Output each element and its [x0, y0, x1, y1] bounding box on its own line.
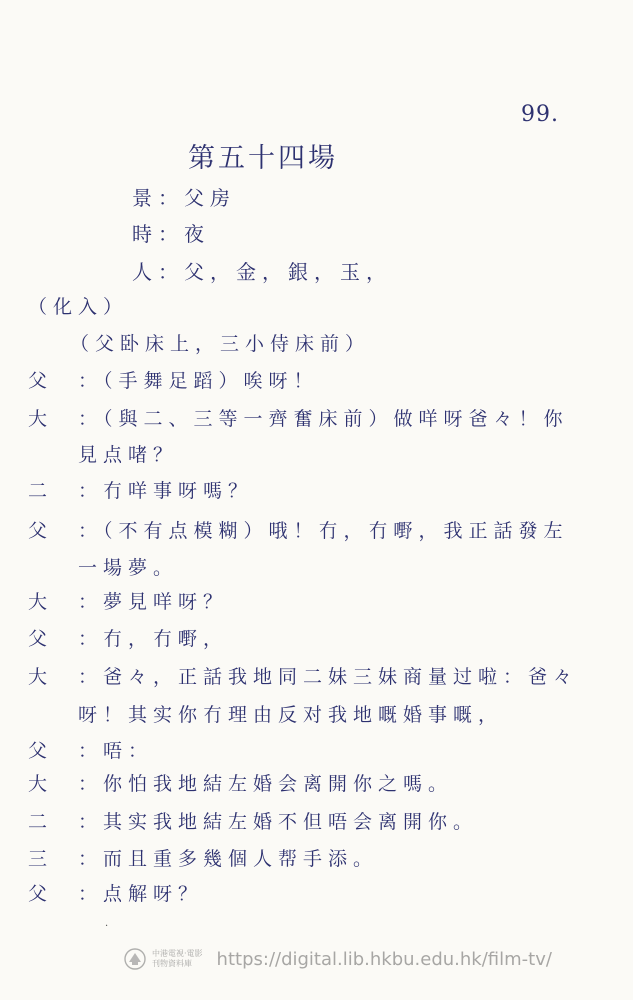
script-line [28, 807, 478, 834]
watermark-url: https://digital.lib.hkbu.edu.hk/film-tv/ [216, 948, 552, 970]
speaker-label: 三 [28, 848, 54, 870]
line-text: ：（手舞足蹈）唉呀！ [78, 370, 319, 392]
script-line [28, 844, 378, 871]
line-text: 一場夢。 [78, 557, 179, 579]
line-text: 呀！其实你冇理由反对我地嘅婚事嘅， [78, 704, 504, 726]
line-text: （父卧床上，三小侍床前） [70, 333, 371, 355]
speaker-label: 父 [28, 883, 54, 905]
script-line [28, 879, 203, 906]
script-line [28, 404, 569, 431]
script-line [28, 624, 228, 651]
speaker-label: 大 [28, 666, 54, 688]
watermark-org [152, 949, 203, 969]
line-text: ：夢見咩呀？ [78, 591, 229, 613]
line-text: （化入） [28, 296, 129, 318]
speaker-label: 父 [28, 370, 54, 392]
line-text: ：冇咩事呀嗎？ [78, 480, 254, 502]
line-text: ：点解呀？ [78, 883, 204, 905]
script-line [78, 553, 178, 580]
script-line [78, 700, 503, 727]
line-text: ：你怕我地結左婚会离開你之嗎。 [78, 773, 454, 795]
watermark-org-line2: 刊物資料庫 [152, 959, 192, 968]
watermark-org-line1: 中港電視·電影 [152, 949, 203, 958]
script-line [28, 662, 578, 689]
script-line [78, 440, 178, 467]
scene-characters: 人：父，金，銀，玉， [132, 260, 392, 284]
line-text: ：（不有点模糊）哦！冇，冇嘢，我正話發左 [78, 520, 569, 542]
line-text: ：其实我地結左婚不但唔会离開你。 [78, 811, 479, 833]
speaker-label: 二 [28, 811, 54, 833]
watermark [124, 948, 552, 970]
line-text: ：唔： [78, 740, 154, 762]
script-line [28, 736, 153, 763]
speaker-label: 二 [28, 480, 54, 502]
speaker-label: 父 [28, 520, 54, 542]
speaker-label: 父 [28, 740, 54, 762]
line-text: ：而且重多幾個人帮手添。 [78, 848, 379, 870]
speaker-label: 大 [28, 773, 54, 795]
script-line [28, 476, 253, 503]
script-line [28, 366, 319, 393]
script-line [28, 587, 228, 614]
speaker-label: 大 [28, 591, 54, 613]
speaker-label: 大 [28, 408, 54, 430]
line-text: 見点啫？ [78, 444, 179, 466]
script-line [28, 769, 453, 796]
library-logo-icon [124, 948, 146, 970]
script-line [28, 516, 569, 543]
scene-title: 第五十四場 [188, 143, 338, 174]
line-text: ：（與二、三等一齊奮床前）做咩呀爸々！你 [78, 408, 569, 430]
scene-location: 景：父房 [132, 186, 236, 210]
bottom-mark: · [105, 921, 109, 932]
speaker-label: 父 [28, 628, 54, 650]
script-line [28, 292, 128, 319]
page-number: 99. [521, 102, 559, 127]
line-text: ：冇，冇嘢， [78, 628, 229, 650]
line-text: ：爸々，正話我地同二妹三妹商量过啦：爸々 [78, 666, 579, 688]
scene-time: 時：夜 [132, 222, 210, 246]
script-line [70, 329, 370, 356]
